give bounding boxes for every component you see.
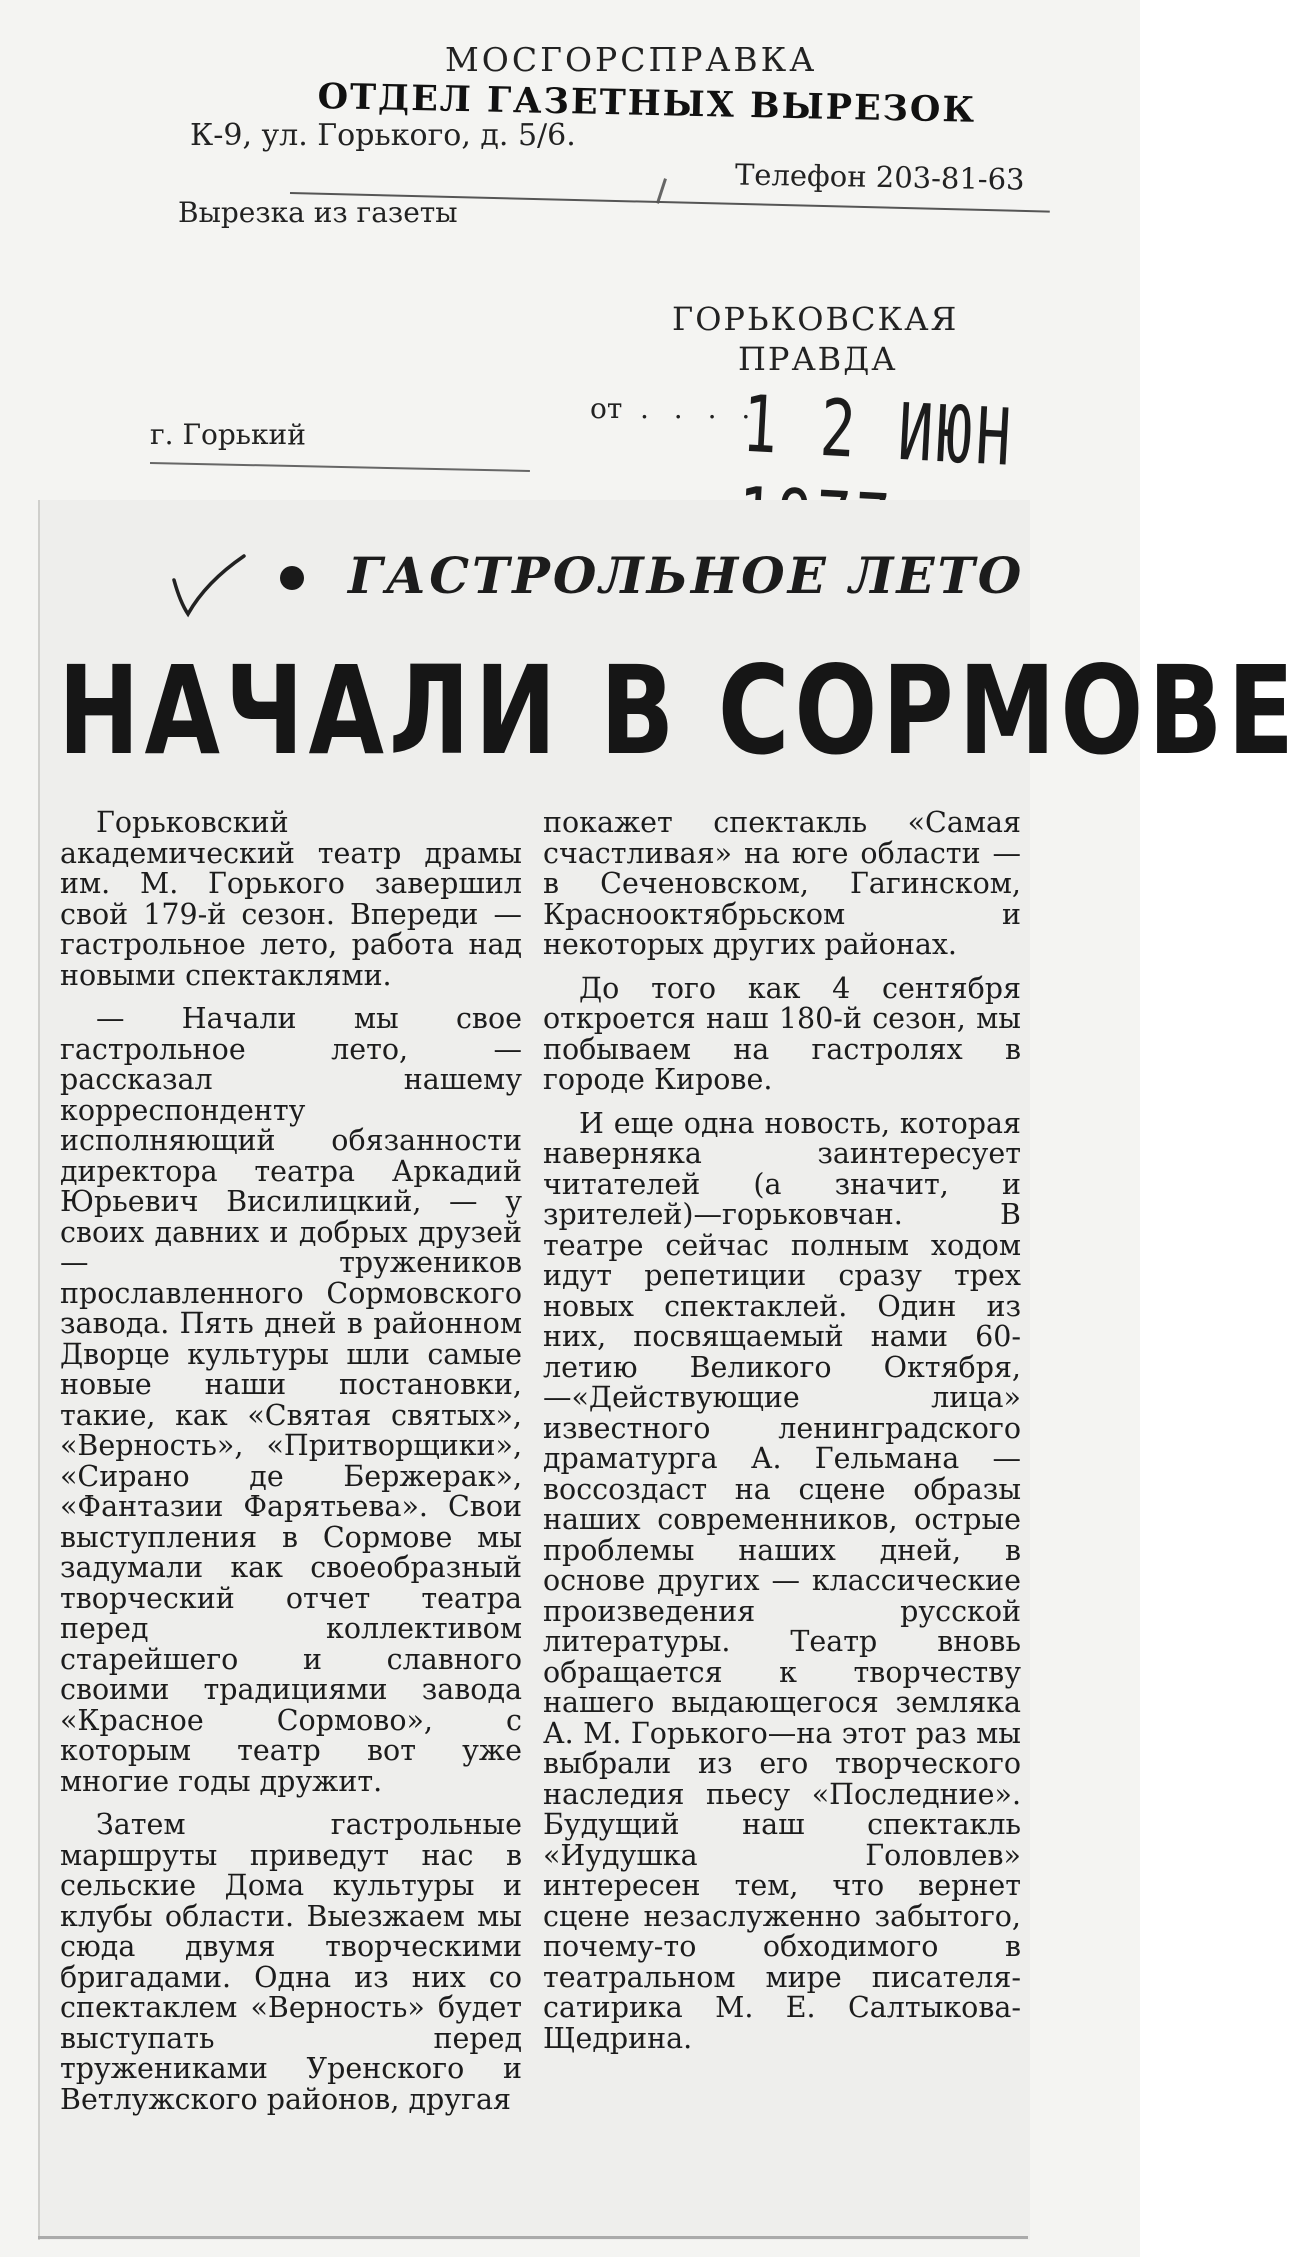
date-stamp: 1 2 ИЮН [740, 377, 1018, 484]
newspaper-name-line1: ГОРЬКОВСКАЯ [672, 300, 959, 338]
clipping-bottom-edge [38, 2236, 1028, 2239]
article-paragraph: Затем гастрольные маршруты приведут нас в сельские Дома культуры и клубы области. Выезжаем мы сюда двумя творческими бригадами. Одна из них со спектаклем «Верность» будет выступать перед тружениками Уренского и Ветлужского районов, другая [60, 1808, 522, 2116]
article-column-right [543, 808, 1021, 2067]
city-rule [150, 462, 530, 472]
agency-address: К-9, ул. Горького, д. 5/6. [190, 118, 576, 153]
city-label: г. Горький [150, 418, 306, 451]
article-paragraph: — Начали мы свое гастрольное лето, — рассказал нашему корреспонденту исполняющий обязанности директора театра Аркадий Юрьевич Висилицкий, — у своих давних и добрых друзей — тружеников прославленного Сормовского завода. Пять дней в районном Дворце культуры шли самые новые наши постановки, такие, как «Святая святых», «Верность», «Притворщики», «Сирано де Бержерак», «Фантазии Фарятьева». Свои выступления в Сормове мы задумали как своеобразный творческий отчет театра перед коллективом старейшего и славного своими традициями завода «Красное Сормово», с которым театр вот уже многие годы дружит. [60, 1002, 522, 1798]
article-rubric: ГАСТРОЛЬНОЕ ЛЕТО [348, 546, 1025, 605]
department-name: ОТДЕЛ ГАЗЕТНЫХ ВЫРЕЗОК [317, 76, 977, 131]
bullet-icon [280, 566, 304, 590]
check-mark-icon [168, 552, 248, 622]
agency-phone: Телефон 203-81-63 [734, 157, 1025, 197]
cut-from-label: Вырезка из газеты [178, 196, 458, 229]
date-from-label: от [590, 392, 623, 425]
article-column-left [60, 808, 522, 2128]
newspaper-name-line2: ПРАВДА [738, 340, 898, 378]
article-paragraph: До того как 4 сентября откроется наш 180-й сезон, мы побываем на гастролях в городе Кирове. [543, 971, 1021, 1096]
pen-mark [656, 178, 667, 204]
article-paragraph: И еще одна новость, которая наверняка заинтересует читателей (а значит, и зрителей)—горьковчан. В театре сейчас полным ходом идут репетиции сразу трех новых спектаклей. Один из них, посвящаемый нами 60-летию Великого Октября,—«Действующие лица» известного ленинградского драматурга А. Гельмана — воссоздаст на сцене образы наших современников, острые проблемы наших дней, в основе других — классические произведения русской литературы. Театр вновь обращается к творчеству нашего выдающегося земляка А. М. Горького—на этот раз мы выбрали из его творческого наследия пьесу «Последние». Будущий наш спектакль «Иудушка Головлев» интересен тем, что вернет сцене незаслуженно забытого, почему-то обходимого в театральном мире писателя-сатирика М. Е. Салтыкова-Щедрина. [543, 1106, 1021, 2055]
article-paragraph: Горьковский академический театр драмы им. М. Горького завершил свой 179-й сезон. Впереди — гастрольное лето, работа над новыми спектаклями. [60, 806, 522, 992]
article-headline: НАЧАЛИ В СОРМОВЕ [58, 640, 1299, 782]
date-from-dots: . . . . [640, 392, 759, 425]
agency-name: МОСГОРСПРАВКА [445, 40, 818, 79]
article-paragraph-continuation: покажет спектакль «Самая счастливая» на юге области — в Сеченовском, Гагинском, Краснооктябрьском и некоторых других районах. [543, 806, 1021, 961]
